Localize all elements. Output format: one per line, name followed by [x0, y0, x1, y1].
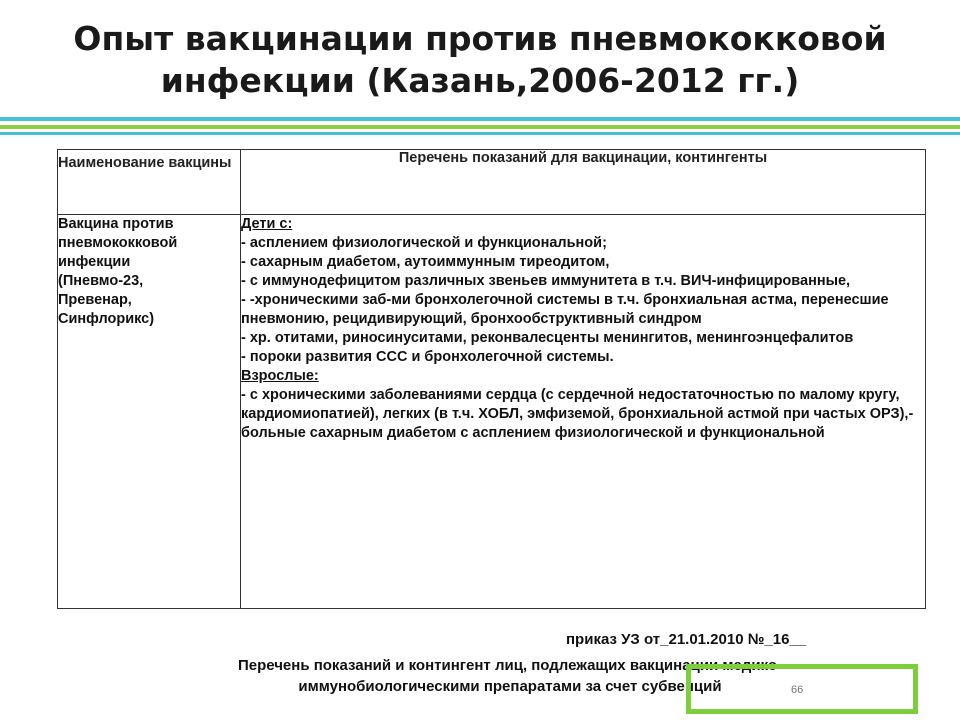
vaccine-line: инфекции	[58, 254, 131, 270]
children-item: - хр. отитами, риносинуситами, реконвалесценты менингитов, менингоэнцефалитов	[241, 330, 854, 346]
table-caption: Перечень показаний и контингент лиц, подлежащих вакцинации медико-иммунобиологическими препаратами за счет субвенций	[237, 657, 783, 695]
vaccine-line: пневмококковой	[58, 235, 178, 251]
accent-stripe-green	[0, 125, 960, 129]
table-row	[58, 215, 926, 609]
accent-stripe-blue-2	[0, 132, 960, 135]
order-reference: приказ УЗ от_21.01.2010 №_16__	[566, 631, 807, 648]
indications-cell	[241, 215, 926, 609]
adults-heading: Взрослые:	[241, 368, 319, 384]
children-item: - асплением физиологической и функциональной;	[241, 235, 607, 251]
vaccine-line: Синфлорикс)	[58, 311, 155, 327]
vaccination-table	[57, 149, 926, 609]
header-indications: Перечень показаний для вакцинации, контингенты	[241, 150, 926, 215]
accent-stripe-blue	[0, 117, 960, 121]
slide-title: Опыт вакцинации против пневмококковой инфекции (Казань,2006-2012 гг.)	[73, 19, 887, 100]
children-heading: Дети с:	[241, 216, 293, 232]
adults-item: - с хроническими заболеваниями сердца (с сердечной недостаточностью по малому кругу, кардиомиопатией), легких (в т.ч. ХОБЛ, эмфиземой, бронхиальной астмой при частых ОРЗ),- больные сахарным диабетом с асплением физиологической и функциональной	[241, 387, 914, 441]
vaccine-line: (Пневмо-23,	[58, 273, 144, 289]
vaccine-cell	[58, 215, 241, 609]
vaccine-line: Вакцина против	[58, 216, 174, 232]
children-item: - с иммунодефицитом различных звеньев иммунитета в т.ч. ВИЧ-инфицированные,	[241, 273, 851, 289]
page-number: 66	[791, 684, 804, 696]
vaccine-line: Превенар,	[58, 292, 132, 308]
children-item: - сахарным диабетом, аутоиммунным тиреодитом,	[241, 254, 610, 270]
table-header-row	[58, 150, 926, 215]
header-vaccine-name: Наименование вакцины	[58, 150, 241, 215]
children-item: - -хроническими заб-ми бронхолегочной системы в т.ч. бронхиальная астма, перенесшие пневмонию, рецидивирующий, бронхообструктивный синдром	[241, 292, 889, 327]
children-item: - пороки развития ССС и бронхолегочной системы.	[241, 349, 614, 365]
